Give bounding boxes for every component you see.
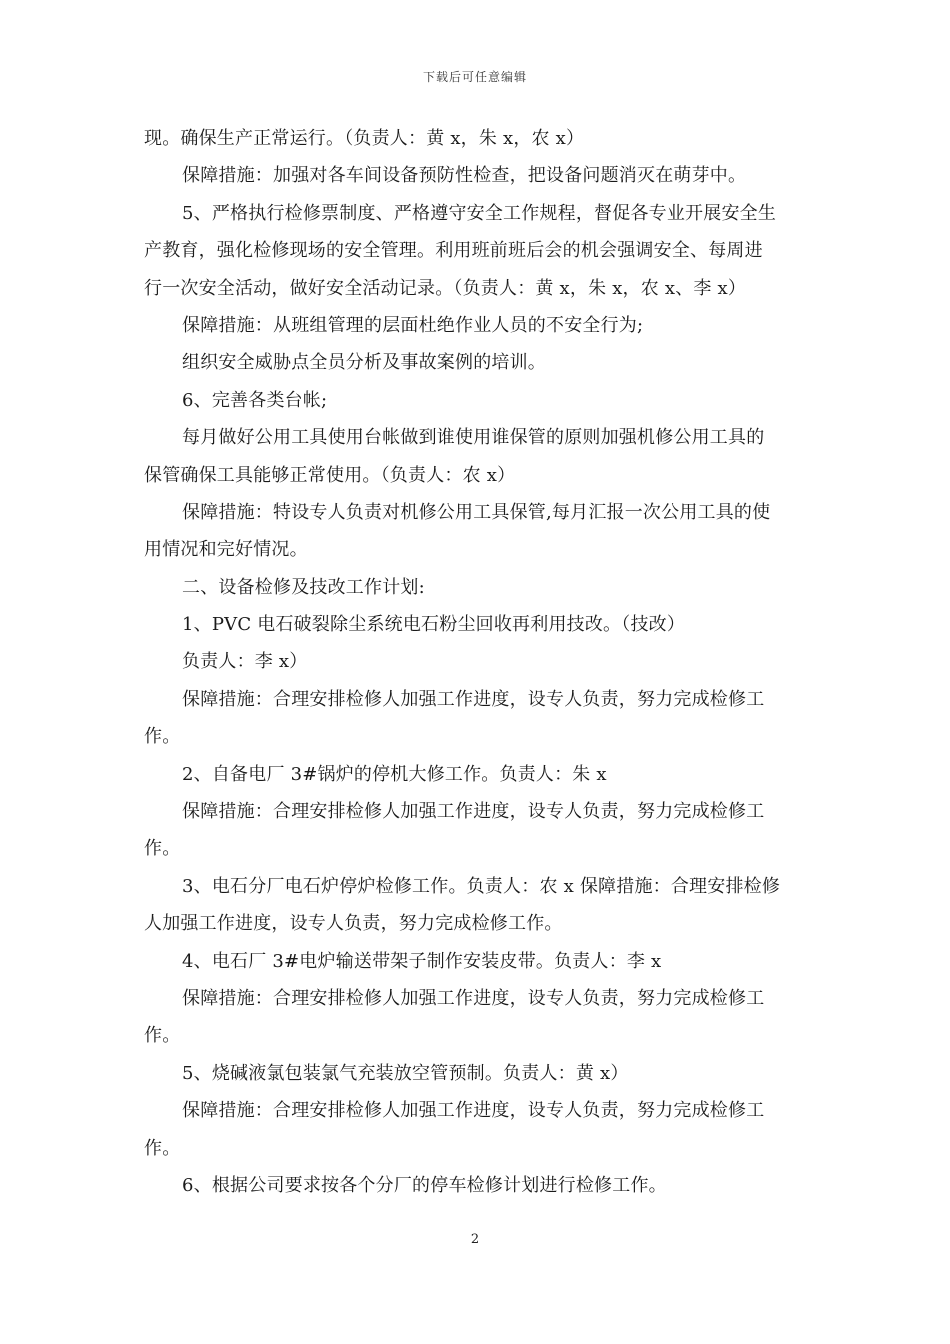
page-header: 下载后可任意编辑	[422, 70, 527, 84]
paragraph-line: 作。	[144, 1025, 181, 1047]
paragraph-line: 负责人：李 x）	[182, 651, 308, 673]
paragraph-line: 6、完善各类台帐;	[182, 389, 328, 411]
paragraph-line: 作。	[144, 1137, 181, 1159]
paragraph-line: 5、烧碱液氯包装氯气充装放空管预制。负责人：黄 x）	[182, 1062, 629, 1084]
paragraph-line: 5、严格执行检修票制度、严格遵守安全工作规程，督促各专业开展安全生	[182, 202, 777, 224]
paragraph-line: 1、PVC 电石破裂除尘系统电石粉尘回收再利用技改。（技改）	[182, 614, 686, 636]
paragraph-line: 3、电石分厂电石炉停炉检修工作。负责人：农 x 保障措施：合理安排检修	[182, 875, 781, 897]
paragraph-line: 保障措施：特设专人负责对机修公用工具保管,每月汇报一次公用工具的使	[182, 501, 771, 523]
paragraph-line: 保障措施：合理安排检修人加强工作进度，设专人负责，努力完成检修工	[182, 1100, 765, 1122]
paragraph-line: 用情况和完好情况。	[144, 539, 308, 561]
page-number: 2	[470, 1232, 480, 1247]
paragraph-line: 保管确保工具能够正常使用。（负责人：农 x）	[144, 464, 516, 486]
paragraph-line: 每月做好公用工具使用台帐做到谁使用谁保管的原则加强机修公用工具的	[182, 427, 765, 449]
paragraph-line: 二、设备检修及技改工作计划:	[182, 576, 425, 598]
paragraph-line: 行一次安全活动，做好安全活动记录。（负责人：黄 x，朱 x，农 x、李 x）	[144, 277, 747, 299]
paragraph-line: 4、电石厂 3#电炉输送带架子制作安装皮带。负责人：李 x	[182, 950, 662, 972]
paragraph-line: 保障措施：合理安排检修人加强工作进度，设专人负责，努力完成检修工	[182, 688, 765, 710]
paragraph-line: 产教育，强化检修现场的安全管理。利用班前班后会的机会强调安全、每周进	[144, 240, 763, 262]
paragraph-line: 组织安全威胁点全员分析及事故案例的培训。	[182, 352, 546, 374]
paragraph-line: 作。	[144, 726, 181, 748]
paragraph-line: 保障措施：合理安排检修人加强工作进度，设专人负责，努力完成检修工	[182, 987, 765, 1009]
paragraph-line: 作。	[144, 838, 181, 860]
paragraph-line: 保障措施：加强对各车间设备预防性检查，把设备问题消灭在萌芽中。	[182, 165, 747, 187]
paragraph-line: 保障措施：从班组管理的层面杜绝作业人员的不安全行为;	[182, 314, 644, 336]
paragraph-line: 6、根据公司要求按各个分厂的停车检修计划进行检修工作。	[182, 1174, 667, 1196]
paragraph-line: 现。确保生产正常运行。（负责人：黄 x，朱 x，农 x）	[144, 128, 585, 149]
paragraph-line: 保障措施：合理安排检修人加强工作进度，设专人负责，努力完成检修工	[182, 801, 765, 823]
paragraph-line: 人加强工作进度，设专人负责，努力完成检修工作。	[144, 913, 563, 935]
paragraph-line: 2、自备电厂 3#锅炉的停机大修工作。负责人：朱 x	[182, 763, 607, 785]
document-body	[144, 120, 808, 1204]
